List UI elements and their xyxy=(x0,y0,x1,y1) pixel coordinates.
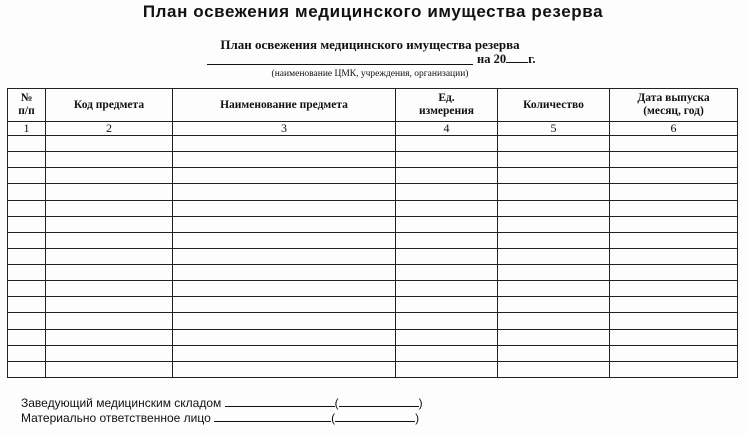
header-row xyxy=(8,89,738,122)
table-cell xyxy=(498,152,610,168)
signature-fill-line xyxy=(225,394,335,407)
col-header-unit: Ед. измерения xyxy=(396,89,498,122)
table-row xyxy=(8,265,738,281)
table-row xyxy=(8,216,738,232)
table-cell xyxy=(46,248,173,264)
table-cell xyxy=(8,313,46,329)
table-cell xyxy=(498,200,610,216)
table-cell xyxy=(498,184,610,200)
table-cell xyxy=(610,248,738,264)
table-cell xyxy=(396,329,498,345)
paren-open: ( xyxy=(334,396,339,410)
table-cell xyxy=(396,361,498,377)
table-cell xyxy=(173,168,396,184)
table-cell xyxy=(498,361,610,377)
table-row xyxy=(8,184,738,200)
table-cell xyxy=(610,152,738,168)
table-cell xyxy=(498,232,610,248)
table-cell xyxy=(498,248,610,264)
column-number: 2 xyxy=(46,122,173,136)
table-cell xyxy=(610,184,738,200)
table-cell xyxy=(8,136,46,152)
table-cell xyxy=(173,248,396,264)
table-row xyxy=(8,200,738,216)
year-prefix: на 20 xyxy=(477,52,507,66)
table-cell xyxy=(610,297,738,313)
table-cell xyxy=(498,281,610,297)
table-cell xyxy=(8,345,46,361)
table-row xyxy=(8,313,738,329)
table-row xyxy=(8,248,738,264)
table-cell xyxy=(46,281,173,297)
table-cell xyxy=(46,152,173,168)
table-cell xyxy=(610,361,738,377)
table-cell xyxy=(610,345,738,361)
table-cell xyxy=(8,265,46,281)
table-cell xyxy=(173,345,396,361)
table-cell xyxy=(173,313,396,329)
year-fill-line xyxy=(506,62,528,63)
table-cell xyxy=(610,232,738,248)
column-number: 6 xyxy=(610,122,738,136)
table-cell xyxy=(498,136,610,152)
table-cell xyxy=(498,168,610,184)
col-header-name: Наименование предмета xyxy=(173,89,396,122)
table-row xyxy=(8,297,738,313)
page-title: План освежения медицинского имущества резерва xyxy=(142,2,604,21)
table-cell xyxy=(46,329,173,345)
table-cell xyxy=(610,313,738,329)
table-cell xyxy=(396,216,498,232)
col-header-number: № п/п xyxy=(8,89,46,122)
table-cell xyxy=(173,265,396,281)
table-cell xyxy=(396,313,498,329)
table-cell xyxy=(396,184,498,200)
col-header-date: Дата выпуска (месяц, год) xyxy=(610,89,738,122)
table-cell xyxy=(173,297,396,313)
table-row xyxy=(8,136,738,152)
signature-line-responsible-person xyxy=(21,409,419,425)
table-cell xyxy=(46,168,173,184)
table-cell xyxy=(498,329,610,345)
table-cell xyxy=(498,216,610,232)
table-cell xyxy=(173,216,396,232)
table-row xyxy=(8,168,738,184)
paren-open: ( xyxy=(331,411,336,425)
table-cell xyxy=(46,361,173,377)
table-cell xyxy=(8,152,46,168)
table-cell xyxy=(498,265,610,281)
paren-close: ) xyxy=(418,396,423,410)
table-cell xyxy=(396,200,498,216)
table-cell xyxy=(396,152,498,168)
table-cell xyxy=(173,232,396,248)
table-cell xyxy=(396,281,498,297)
table-row xyxy=(8,232,738,248)
column-number: 5 xyxy=(498,122,610,136)
table-cell xyxy=(173,136,396,152)
table-cell xyxy=(8,200,46,216)
table-cell xyxy=(498,313,610,329)
paren-close: ) xyxy=(415,411,420,425)
table-cell xyxy=(498,297,610,313)
table-cell xyxy=(8,361,46,377)
table-cell xyxy=(396,232,498,248)
table-cell xyxy=(610,200,738,216)
col-header-quantity: Количество xyxy=(498,89,610,122)
table-cell xyxy=(396,345,498,361)
table-cell xyxy=(46,216,173,232)
table-cell xyxy=(46,265,173,281)
table-cell xyxy=(8,297,46,313)
table-cell xyxy=(8,329,46,345)
table-row xyxy=(8,152,738,168)
column-number: 1 xyxy=(8,122,46,136)
name-fill-line xyxy=(339,394,419,407)
table-cell xyxy=(396,136,498,152)
table-cell xyxy=(46,200,173,216)
signature-fill-line xyxy=(214,409,331,422)
column-number: 3 xyxy=(173,122,396,136)
plan-table xyxy=(7,88,738,378)
table-cell xyxy=(46,345,173,361)
name-fill-line xyxy=(335,409,415,422)
table-cell xyxy=(46,184,173,200)
column-number-row xyxy=(8,122,738,136)
table-cell xyxy=(173,281,396,297)
organization-note: (наименование ЦМК, учреждения, организации) xyxy=(271,69,469,79)
table-cell xyxy=(173,152,396,168)
table-cell xyxy=(610,136,738,152)
table-row xyxy=(8,281,738,297)
table-cell xyxy=(610,265,738,281)
signature-label: Заведующий медицинским складом xyxy=(21,396,222,410)
table-cell xyxy=(610,329,738,345)
table-row xyxy=(8,329,738,345)
table-cell xyxy=(396,297,498,313)
table-cell xyxy=(46,313,173,329)
form-title: План освежения медицинского имущества резерва xyxy=(220,37,520,52)
table-cell xyxy=(173,184,396,200)
table-cell xyxy=(173,361,396,377)
table-cell xyxy=(173,329,396,345)
table-cell xyxy=(610,281,738,297)
table-cell xyxy=(8,216,46,232)
col-header-code: Код предмета xyxy=(46,89,173,122)
table-cell xyxy=(498,345,610,361)
table-cell xyxy=(46,297,173,313)
table-cell xyxy=(8,184,46,200)
table-cell xyxy=(8,168,46,184)
table-cell xyxy=(610,216,738,232)
table-cell xyxy=(396,248,498,264)
table-cell xyxy=(8,232,46,248)
table-cell xyxy=(173,200,396,216)
table-cell xyxy=(46,232,173,248)
table-row xyxy=(8,345,738,361)
table-cell xyxy=(610,168,738,184)
table-cell xyxy=(46,136,173,152)
table-row xyxy=(8,361,738,377)
organization-fill-line xyxy=(207,64,473,65)
year-suffix: г. xyxy=(528,52,536,66)
column-number: 4 xyxy=(396,122,498,136)
year-field xyxy=(477,52,535,67)
table-cell xyxy=(396,265,498,281)
signature-line-warehouse-head xyxy=(21,394,423,410)
table-cell xyxy=(8,248,46,264)
table-cell xyxy=(8,281,46,297)
signature-label: Материально ответственное лицо xyxy=(21,411,211,425)
table-cell xyxy=(396,168,498,184)
